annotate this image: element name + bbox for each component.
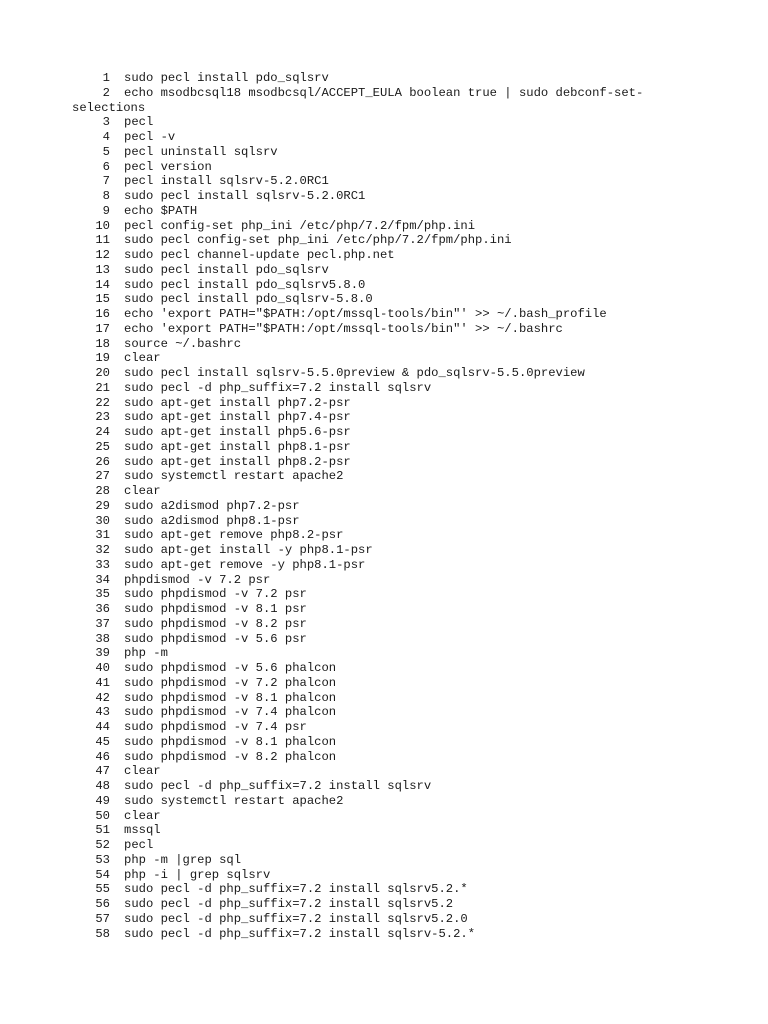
- command-text: sudo pecl -d php_suffix=7.2 install sqlsrv5.2.*: [124, 882, 468, 897]
- history-line: [72, 927, 732, 942]
- history-line: [72, 882, 732, 897]
- line-number: 58: [95, 926, 110, 941]
- command-text: sudo pecl install pdo_sqlsrv-5.8.0: [124, 292, 373, 307]
- command-text: sudo apt-get remove php8.2-psr: [124, 528, 344, 543]
- line-number: 25: [95, 439, 110, 454]
- history-line: [72, 130, 732, 145]
- line-number: 53: [95, 852, 110, 867]
- line-number: 15: [95, 292, 110, 307]
- command-text: pecl: [124, 838, 154, 852]
- command-text: sudo pecl -d php_suffix=7.2 install sqlsrv: [124, 779, 432, 793]
- line-number: 24: [95, 425, 110, 439]
- history-line: [72, 248, 732, 263]
- command-text: php -m |grep sql: [124, 852, 242, 867]
- line-number: 2: [102, 85, 110, 100]
- line-number: 32: [95, 543, 110, 557]
- command-text: sudo a2dismod php8.1-psr: [124, 513, 300, 528]
- line-number: 29: [95, 498, 110, 513]
- history-line: [72, 912, 732, 927]
- history-line: [72, 587, 732, 602]
- history-line: [72, 204, 732, 219]
- line-number: 40: [95, 661, 110, 675]
- command-text: sudo pecl install sqlsrv-5.2.0RC1: [124, 189, 366, 203]
- history-line: [72, 632, 732, 647]
- history-line: [72, 720, 732, 735]
- history-line: [72, 263, 732, 278]
- line-number: 56: [95, 897, 110, 911]
- history-line: [72, 469, 732, 484]
- line-number: 36: [95, 602, 110, 616]
- command-text: sudo phpdismod -v 7.4 psr: [124, 720, 307, 734]
- line-number: 55: [95, 882, 110, 897]
- command-text: clear: [124, 808, 161, 823]
- history-line: [72, 381, 732, 396]
- line-number: 52: [95, 838, 110, 852]
- history-line: [72, 573, 732, 588]
- history-line: [72, 115, 732, 130]
- history-line: [72, 322, 732, 337]
- history-line: [72, 455, 732, 470]
- history-line: [72, 661, 732, 676]
- history-line: [72, 396, 732, 411]
- history-line: [72, 838, 732, 853]
- history-line: [72, 646, 732, 661]
- line-number: 37: [95, 616, 110, 631]
- command-text-continuation: selections: [72, 100, 146, 115]
- history-line: [72, 823, 732, 838]
- history-line: [72, 233, 732, 248]
- line-number: 46: [95, 749, 110, 764]
- command-text: sudo apt-get install php7.4-psr: [124, 410, 351, 425]
- line-number: 10: [95, 218, 110, 233]
- command-text: sudo apt-get install -y php8.1-psr: [124, 543, 373, 557]
- command-text: sudo phpdismod -v 7.4 phalcon: [124, 705, 337, 720]
- line-number: 7: [102, 174, 110, 189]
- command-text: sudo pecl -d php_suffix=7.2 install sqlsrv5.2: [124, 897, 454, 911]
- line-number: 13: [95, 262, 110, 277]
- history-line: [72, 337, 732, 352]
- command-text: sudo apt-get install php5.6-psr: [124, 425, 351, 439]
- line-number: 22: [95, 395, 110, 410]
- command-text: pecl install sqlsrv-5.2.0RC1: [124, 174, 329, 189]
- history-line: [72, 735, 732, 750]
- line-number: 38: [95, 631, 110, 646]
- command-text: sudo phpdismod -v 7.2 psr: [124, 587, 307, 602]
- line-number: 26: [95, 454, 110, 469]
- line-number: 18: [95, 336, 110, 351]
- history-line: [72, 853, 732, 868]
- history-line: [72, 897, 732, 912]
- command-text: sudo phpdismod -v 8.1 phalcon: [124, 690, 337, 705]
- line-number: 48: [95, 779, 110, 793]
- history-line: [72, 543, 732, 558]
- command-text: sudo phpdismod -v 5.6 phalcon: [124, 661, 337, 675]
- command-text: echo $PATH: [124, 203, 198, 218]
- history-line: [72, 868, 732, 883]
- history-line: [72, 528, 732, 543]
- command-text: pecl: [124, 115, 154, 130]
- line-number: 5: [102, 144, 110, 159]
- command-text: pecl -v: [124, 130, 176, 144]
- history-line: [72, 676, 732, 691]
- command-text: pecl version: [124, 159, 212, 174]
- line-number: 3: [102, 115, 110, 130]
- command-text: sudo pecl -d php_suffix=7.2 install sqlsrv-5.2.*: [124, 926, 476, 941]
- line-number: 34: [95, 572, 110, 587]
- line-number: 35: [95, 587, 110, 602]
- line-number: 23: [95, 410, 110, 425]
- line-number: 51: [95, 823, 110, 838]
- command-text: sudo pecl install sqlsrv-5.5.0preview & pdo_sqlsrv-5.5.0preview: [124, 366, 585, 380]
- line-number: 20: [95, 366, 110, 380]
- history-line: [72, 794, 732, 809]
- line-number: 6: [102, 159, 110, 174]
- history-line: [72, 691, 732, 706]
- command-text: sudo phpdismod -v 8.1 phalcon: [124, 734, 337, 749]
- command-text: sudo pecl install pdo_sqlsrv: [124, 71, 329, 85]
- command-text: sudo apt-get install php7.2-psr: [124, 395, 351, 410]
- history-line: [72, 71, 732, 86]
- command-text: sudo apt-get install php8.2-psr: [124, 454, 351, 469]
- line-number: 44: [95, 720, 110, 734]
- line-number: 9: [102, 203, 110, 218]
- history-line: [72, 499, 732, 514]
- command-text: sudo pecl install pdo_sqlsrv: [124, 262, 329, 277]
- line-number: 11: [95, 233, 110, 248]
- command-text: sudo pecl config-set php_ini /etc/php/7.2/fpm/php.ini: [124, 233, 512, 248]
- history-line: [72, 617, 732, 632]
- history-line: [72, 410, 732, 425]
- history-line: [72, 809, 732, 824]
- history-line: [72, 425, 732, 440]
- line-number: 27: [95, 469, 110, 484]
- history-line: [72, 514, 732, 529]
- command-text: sudo pecl install pdo_sqlsrv5.8.0: [124, 277, 366, 292]
- command-text: sudo systemctl restart apache2: [124, 793, 344, 808]
- command-text: sudo phpdismod -v 5.6 psr: [124, 631, 307, 646]
- line-number: 19: [95, 351, 110, 366]
- history-line: [72, 440, 732, 455]
- history-line: [72, 278, 732, 293]
- line-number: 43: [95, 705, 110, 720]
- history-line: [72, 558, 732, 573]
- line-number: 4: [102, 130, 110, 144]
- line-number: 50: [95, 808, 110, 823]
- history-line: [72, 86, 732, 116]
- command-text: echo 'export PATH="$PATH:/opt/mssql-tools/bin"' >> ~/.bashrc: [124, 321, 563, 336]
- command-text: pecl uninstall sqlsrv: [124, 144, 278, 159]
- line-number: 30: [95, 513, 110, 528]
- line-number: 1: [102, 71, 110, 85]
- command-text: sudo apt-get install php8.1-psr: [124, 439, 351, 454]
- history-line: [72, 189, 732, 204]
- history-line: [72, 366, 732, 381]
- command-text: sudo phpdismod -v 8.2 psr: [124, 616, 307, 631]
- history-line: [72, 174, 732, 189]
- command-text: clear: [124, 764, 161, 779]
- line-number: 39: [95, 646, 110, 661]
- command-text: sudo phpdismod -v 8.1 psr: [124, 602, 307, 616]
- line-number: 17: [95, 321, 110, 336]
- line-number: 14: [95, 277, 110, 292]
- command-text: sudo pecl channel-update pecl.php.net: [124, 248, 395, 262]
- history-line: [72, 750, 732, 765]
- command-text: pecl config-set php_ini /etc/php/7.2/fpm/php.ini: [124, 218, 476, 233]
- command-text: echo msodbcsql18 msodbcsql/ACCEPT_EULA boolean true | sudo debconf-set-: [124, 85, 644, 100]
- line-number: 54: [95, 867, 110, 882]
- line-number: 28: [95, 484, 110, 498]
- history-line: [72, 292, 732, 307]
- history-line: [72, 145, 732, 160]
- command-text: sudo apt-get remove -y php8.1-psr: [124, 557, 366, 572]
- history-line: [72, 602, 732, 617]
- command-text: sudo pecl -d php_suffix=7.2 install sqlsrv: [124, 380, 432, 395]
- command-text: sudo pecl -d php_suffix=7.2 install sqlsrv5.2.0: [124, 911, 468, 926]
- command-text: clear: [124, 351, 161, 366]
- line-number: 21: [95, 380, 110, 395]
- command-text: mssql: [124, 823, 161, 838]
- line-number: 49: [95, 793, 110, 808]
- command-text: php -m: [124, 646, 168, 661]
- command-text: php -i | grep sqlsrv: [124, 867, 271, 882]
- history-line: [72, 705, 732, 720]
- history-line: [72, 779, 732, 794]
- command-text: source ~/.bashrc: [124, 336, 242, 351]
- line-number: 45: [95, 734, 110, 749]
- line-number: 16: [95, 307, 110, 321]
- line-number: 8: [102, 189, 110, 203]
- line-number: 42: [95, 690, 110, 705]
- line-number: 31: [95, 528, 110, 543]
- command-text: echo 'export PATH="$PATH:/opt/mssql-tools/bin"' >> ~/.bash_profile: [124, 307, 607, 321]
- command-text: sudo systemctl restart apache2: [124, 469, 344, 484]
- line-number: 12: [95, 248, 110, 262]
- command-history-listing: [72, 71, 732, 941]
- command-text: sudo a2dismod php7.2-psr: [124, 498, 300, 513]
- history-line: [72, 484, 732, 499]
- history-line: [72, 764, 732, 779]
- command-text: clear: [124, 484, 161, 498]
- command-text: phpdismod -v 7.2 psr: [124, 572, 271, 587]
- line-number: 33: [95, 557, 110, 572]
- command-text: sudo phpdismod -v 7.2 phalcon: [124, 675, 337, 690]
- history-line: [72, 307, 732, 322]
- history-line: [72, 219, 732, 234]
- history-line: [72, 351, 732, 366]
- line-number: 57: [95, 911, 110, 926]
- history-line: [72, 160, 732, 175]
- line-number: 47: [95, 764, 110, 779]
- command-text: sudo phpdismod -v 8.2 phalcon: [124, 749, 337, 764]
- line-number: 41: [95, 675, 110, 690]
